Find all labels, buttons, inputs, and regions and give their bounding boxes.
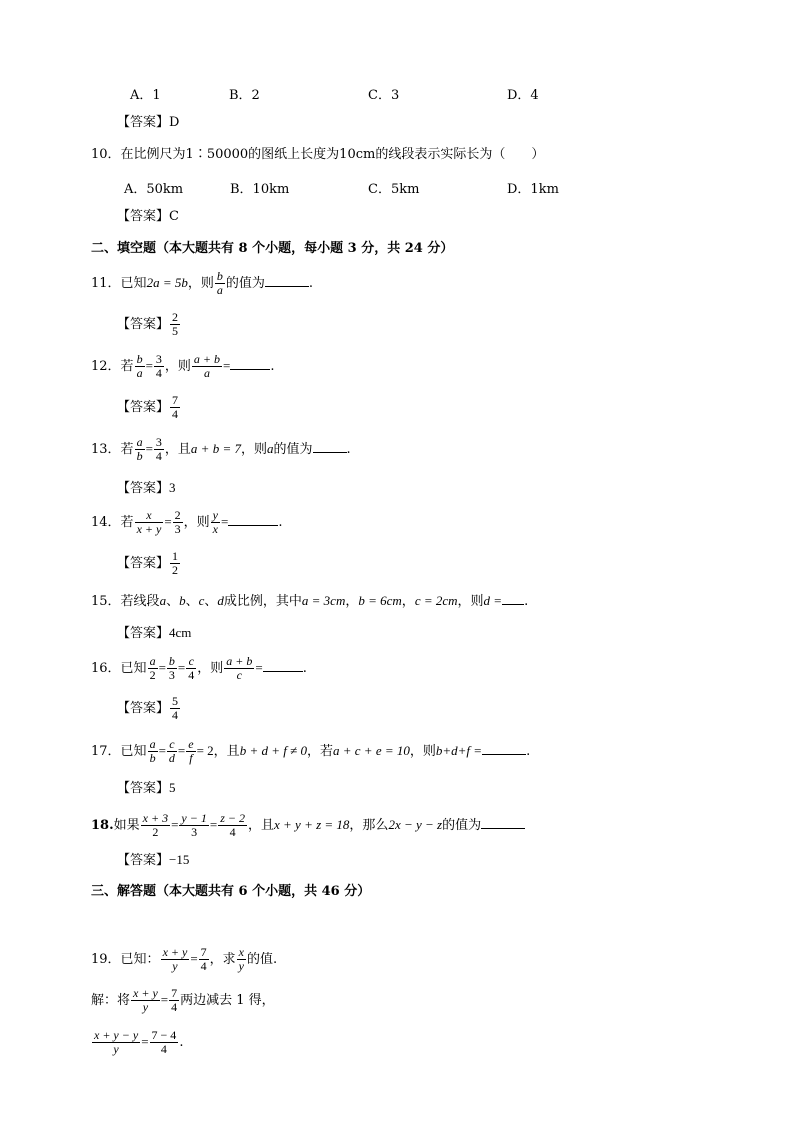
- q15-answer: 【答案】4cm: [117, 625, 192, 641]
- q13-answer: 【答案】3: [117, 480, 176, 496]
- q10-option-a: A．50km: [124, 182, 184, 197]
- q10-option-c: C．5km: [368, 182, 420, 197]
- solution-step-1: 解：将 $\frac{x + y}{y}$ = $\frac{7}{4}$ 两边减去 1 得，: [91, 986, 275, 1014]
- q16-answer: 【答案】 $\frac{5}{4}$: [117, 694, 179, 722]
- solution-step-2: $\frac{x + y - y}{y}$ = $\frac{7 - 4}{4}$ .: [94, 1028, 184, 1056]
- q17-answer: 【答案】5: [117, 780, 176, 796]
- section-2-heading: 二、填空题（本大题共有 8 个小题，每小题 3 分，共 24 分）: [91, 241, 454, 256]
- q19-question: 19．已知： $\frac{x + y}{y}$ = $\frac{7}{4}$ ，求 $\frac{x}{y}$ 的值.: [91, 945, 278, 973]
- q12-question: 12．若 $\frac{b}{a}$ = $\frac{3}{4}$ ，则 $\frac{a + b}{a}$ = .: [91, 352, 275, 380]
- q12-answer: 【答案】 $\frac{7}{4}$: [117, 393, 179, 421]
- q11-question: 11．已知2a = 5b，则 $\frac{b}{a}$ 的值为 .: [91, 269, 314, 297]
- q10-option-b: B．10km: [230, 182, 290, 197]
- section-3-heading: 三、解答题（本大题共有 6 个小题，共 46 分）: [91, 884, 371, 899]
- q14-answer: 【答案】 $\frac{1}{2}$: [117, 549, 179, 577]
- q18-question: 18.如果 $\frac{x + 3}{2}$ = $\frac{y - 1}{3}$ = $\frac{z - 2}{4}$ ，且x + y + z = 18，那么2x − y − z的值为: [91, 811, 525, 840]
- q15-question: 15．若线段a、b、c、d成比例，其中a = 3cm，b = 6cm，c = 2cm，则d = .: [91, 593, 529, 609]
- q14-question: 14．若 $\frac{x}{x + y}$ = $\frac{2}{3}$ ，则 $\frac{y}{x}$ = .: [91, 508, 283, 536]
- q9-option-b: B．2: [229, 88, 260, 103]
- q9-option-d: D．4: [507, 88, 539, 103]
- q11-answer: 【答案】 $\frac{2}{5}$: [117, 310, 179, 338]
- q9-option-a: A．1: [130, 88, 161, 103]
- q9-answer: 【答案】D: [117, 115, 180, 130]
- q9-option-c: C．3: [368, 88, 400, 103]
- q13-question: 13．若 $\frac{a}{b}$ = $\frac{3}{4}$ ，且a + b = 7，则a的值为 .: [91, 435, 351, 463]
- q10-option-d: D．1km: [507, 182, 559, 197]
- q10-answer: 【答案】C: [117, 209, 179, 224]
- q17-question: 17．已知 $\frac{a}{b}$ = $\frac{c}{d}$ = $\frac{e}{f}$ = 2，且b + d + f ≠ 0，若a + c + e = 10，则b+d+f = .: [91, 737, 531, 765]
- q16-question: 16．已知 $\frac{a}{2}$ = $\frac{b}{3}$ = $\frac{c}{4}$ ，则 $\frac{a + b}{c}$ = .: [91, 654, 307, 682]
- q18-answer: 【答案】−15: [117, 852, 190, 868]
- q10-question: 10．在比例尺为1∶50000的图纸上长度为10cm的线段表示实际长为（ ）: [91, 147, 545, 162]
